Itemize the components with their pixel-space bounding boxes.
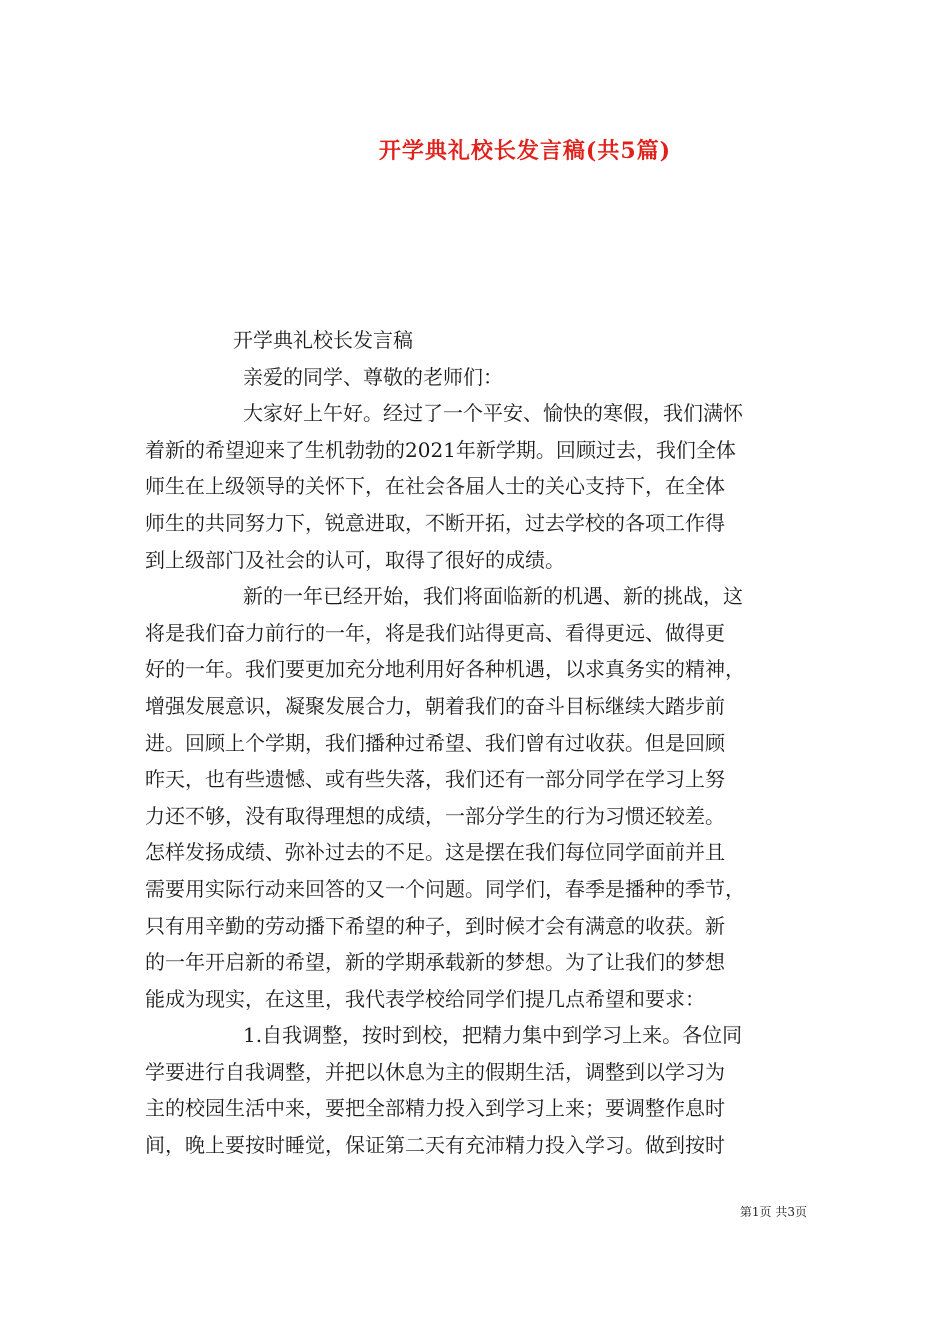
text-line: 师生在上级领导的关怀下，在社会各届人士的关心支持下，在全体 <box>145 474 725 499</box>
text-line: 将是我们奋力前行的一年，将是我们站得更高、看得更远、做得更 <box>145 620 725 645</box>
text-line: 着新的希望迎来了生机勃勃的2021年新学期。回顾过去，我们全体 <box>145 437 736 462</box>
document-title: 开学典礼校长发言稿(共5篇) <box>378 138 672 164</box>
text-line: 1.自我调整，按时到校，把精力集中到学习上来。各位同 <box>243 1023 743 1048</box>
text-line: 到上级部门及社会的认可，取得了很好的成绩。 <box>145 547 565 572</box>
page-footer: 第1页 共3页 <box>739 1205 807 1219</box>
text-line: 昨天，也有些遗憾、或有些失落，我们还有一部分同学在学习上努 <box>145 767 725 792</box>
text-line: 开学典礼校长发言稿 <box>233 328 413 352</box>
text-line: 好的一年。我们要更加充分地利用好各种机遇，以求真务实的精神， <box>145 657 745 682</box>
text-line: 间，晚上要按时睡觉，保证第二天有充沛精力投入学习。做到按时 <box>145 1133 725 1158</box>
text-line: 主的校园生活中来，要把全部精力投入到学习上来；要调整作息时 <box>145 1096 725 1121</box>
text-line: 师生的共同努力下，锐意进取，不断开拓，过去学校的各项工作得 <box>145 510 725 535</box>
text-line: 力还不够，没有取得理想的成绩，一部分学生的行为习惯还较差。 <box>145 803 725 828</box>
text-line: 怎样发扬成绩、弥补过去的不足。这是摆在我们每位同学面前并且 <box>145 840 725 865</box>
text-line: 学要进行自我调整，并把以休息为主的假期生活，调整到以学习为 <box>145 1059 725 1084</box>
text-line: 大家好上午好。经过了一个平安、愉快的寒假，我们满怀 <box>243 401 743 426</box>
text-line: 进。回顾上个学期，我们播种过希望、我们曾有过收获。但是回顾 <box>145 730 725 755</box>
text-line: 亲爱的同学、尊敬的老师们： <box>243 364 503 389</box>
text-line: 需要用实际行动来回答的又一个问题。同学们，春季是播种的季节， <box>145 876 745 901</box>
text-line: 新的一年已经开始，我们将面临新的机遇、新的挑战，这 <box>243 584 743 609</box>
text-line: 的一年开启新的希望，新的学期承载新的梦想。为了让我们的梦想 <box>145 950 725 975</box>
text-line: 能成为现实，在这里，我代表学校给同学们提几点希望和要求： <box>145 986 705 1011</box>
text-line: 增强发展意识，凝聚发展合力，朝着我们的奋斗目标继续大踏步前 <box>145 693 725 718</box>
document-body <box>145 322 805 1164</box>
text-line: 只有用辛勤的劳动播下希望的种子，到时候才会有满意的收获。新 <box>145 913 725 938</box>
